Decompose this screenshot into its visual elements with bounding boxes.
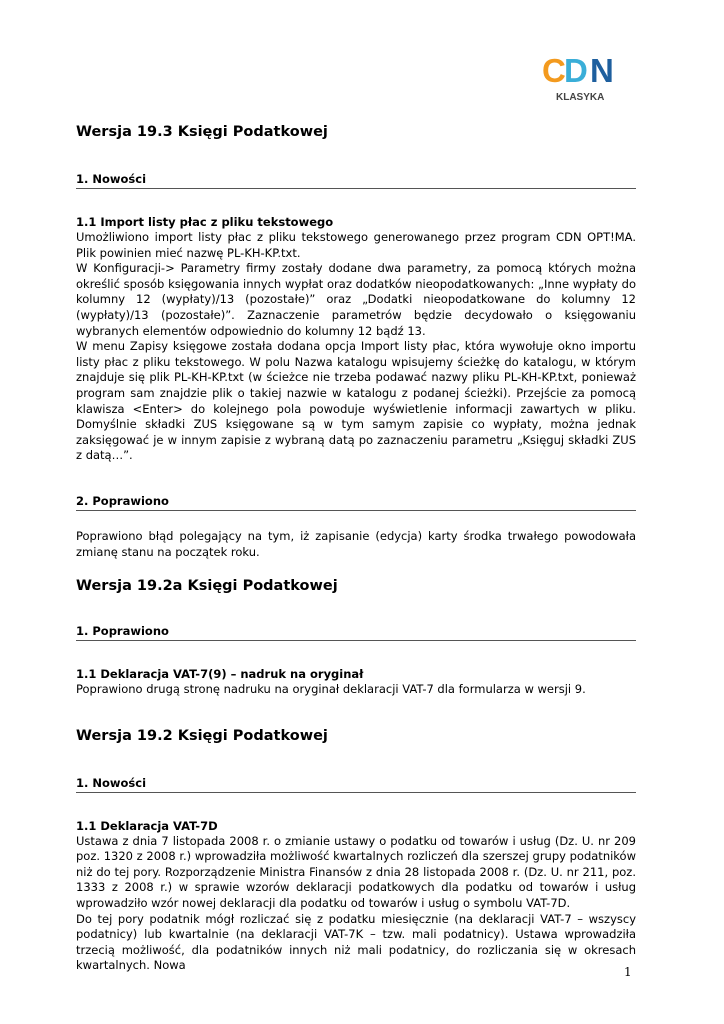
version-heading: Wersja 19.2a Księgi Podatkowej (76, 578, 338, 595)
section-heading: 2. Poprawiono (76, 494, 636, 511)
section-heading: 1. Nowości (76, 776, 636, 793)
paragraph: Do tej pory podatnik mógł rozliczać się z podatku miesięcznie (na deklaracji VAT-7 – wszyscy podatnicy) lub kwartalnie (na deklaracji VAT-7K – tzw. mali podatnicy). Ustawa wprowadziła trzecią możliwość, dla podatników innych niż mali podatnicy, do rozliczania się w okresach kwartalnych. Nowa (76, 911, 636, 973)
cdn-klasyka-logo (540, 50, 635, 105)
subsection-heading: 1.1 Deklaracja VAT-7(9) – nadruk na oryginał (76, 667, 364, 682)
section-heading: 1. Nowości (76, 172, 636, 189)
svg-text:C: C (542, 52, 566, 89)
svg-text:D: D (564, 52, 588, 89)
subsection-heading: 1.1 Deklaracja VAT-7D (76, 818, 218, 833)
paragraph: Poprawiono błąd polegający na tym, iż zapisanie (edycja) karty środka trwałego powodowała zmianę stanu na początek roku. (76, 528, 636, 559)
paragraph: Ustawa z dnia 7 listopada 2008 r. o zmianie ustawy o podatku od towarów i usług (Dz. U. nr 209 poz. 1320 z 2008 r.) wprowadziła możliwość kwartalnych rozliczeń dla szerszej grupy podatników niż do tej pory. Rozporządzenie Ministra Finansów z dnia 28 listopada 2008 r. (Dz. U. nr 211, poz. 1333 z 2008 r.) w sprawie wzorów deklaracji podatkowych dla podatku od towarów i usług wprowadziło wzór nowej deklaracji dla podatku od towarów i usług o symbolu VAT-7D. (76, 833, 636, 911)
paragraph: Umożliwiono import listy płac z pliku tekstowego generowanego przez program CDN OPT!MA. Plik powinien mieć nazwę PL-KH-KP.txt. (76, 230, 636, 260)
paragraph: Poprawiono drugą stronę nadruku na oryginał deklaracji VAT-7 dla formularza w wersji 9. (76, 682, 586, 697)
page-number: 1 (624, 965, 632, 979)
section-heading: 1. Poprawiono (76, 624, 636, 641)
paragraph: W menu Zapisy księgowe została dodana opcja Import listy płac, która wywołuje okno importu listy płac z pliku tekstowego. W polu Nazwa katalogu wpisujemy ścieżkę do katalogu, w którym znajduje się plik PL-KH-KP.txt (w ścieżce nie trzeba podawać nazwy pliku PL-KH-KP.txt, ponieważ program sam znajdzie plik o takiej nazwie w katalogu z podanej ścieżki). Przejście za pomocą klawisza <Enter> do kolejnego pola powoduje wyświetlenie informacji zawartych w pliku. Domyślnie składki ZUS księgowane są w tym samym zapisie co wypłaty, można jednak zaksięgować je w innym zapisie z wybraną datą po zaznaczeniu parametru „Księguj składki ZUS z datą…”. (76, 339, 636, 463)
logo-subtitle: KLASYKA (556, 92, 605, 103)
svg-text:N: N (590, 52, 614, 89)
version-heading: Wersja 19.2 Księgi Podatkowej (76, 727, 328, 744)
subsection-heading: 1.1 Import listy płac z pliku tekstowego (76, 215, 334, 229)
version-heading: Wersja 19.3 Księgi Podatkowej (76, 124, 328, 140)
paragraph: W Konfiguracji-> Parametry firmy zostały dodane dwa parametry, za pomocą których można określić sposób księgowania innych wypłat oraz dodatków nieopodatkowanych: „Inne wypłaty do kolumny 12 (wypłaty)/13 (pozostałe)” oraz „Dodatki nieopodatkowane do kolumny 12 (wypłaty)/13 (pozostałe)”. Zaznaczenie parametrów będzie decydowało o księgowaniu wybranych elementów odpowiednio do kolumny 12 bądź 13. (76, 261, 636, 338)
